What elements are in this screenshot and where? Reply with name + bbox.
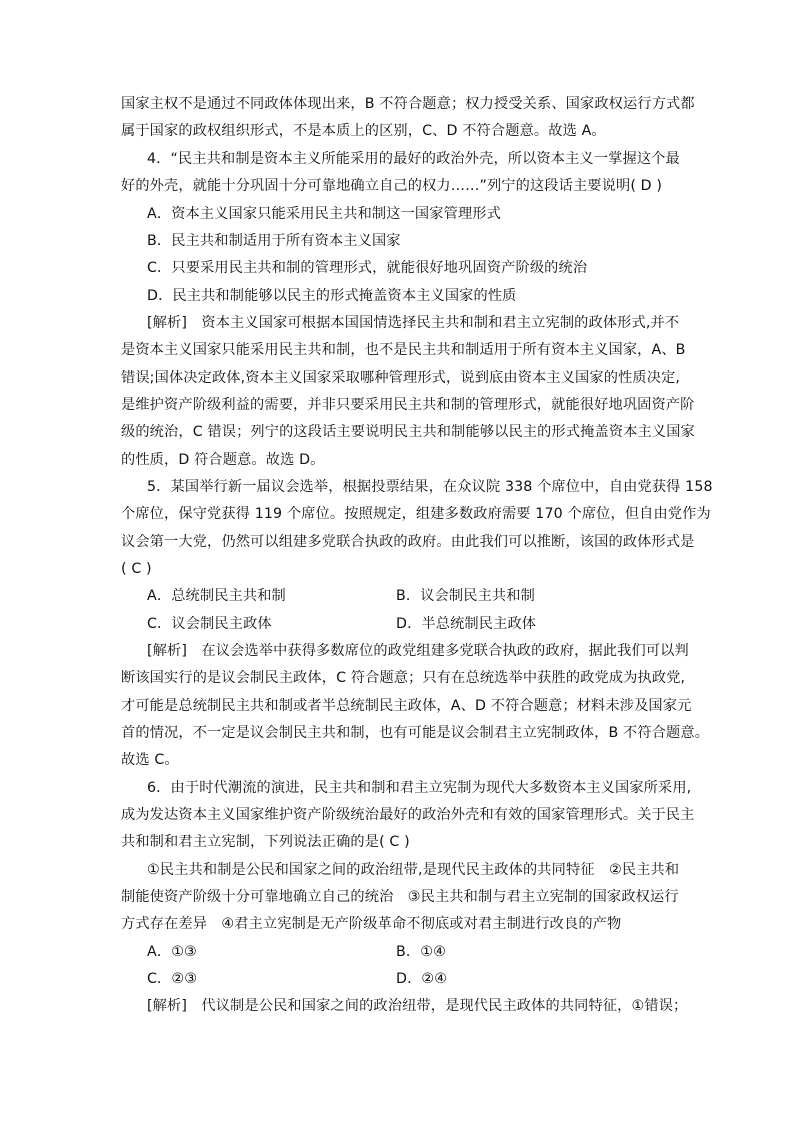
question-4-stem: 4．“民主共和制是资本主义所能采用的最好的政治外壳，所以资本主义一掌握这个最: [147, 151, 680, 167]
question-5-stem: 5．某国举行新一届议会选举，根据投票结果，在众议院 338 个席位中，自由党获得 158: [147, 479, 713, 495]
option-a: A．资本主义国家只能采用民主共和制这一国家管理形式: [147, 206, 501, 222]
question-5-answer: ( C ): [121, 561, 152, 577]
option-b: B．①④: [396, 944, 446, 960]
option-a: A．总统制民主共和制: [147, 588, 286, 604]
option-c: C．②③: [147, 971, 198, 987]
text-line: 属于国家的政权组织形式，不是本质上的区别，C、D 不符合题意。故选 A。: [121, 123, 606, 139]
analysis-4: 是资本主义国家只能采用民主共和制，也不是民主共和制适用于所有资本主义国家，A、B: [121, 342, 686, 358]
question-5-stem: 议会第一大党，仍然可以组建多党联合执政的政府。由此我们可以推断，该国的政体形式是: [121, 534, 695, 550]
analysis-4: 的性质，D 符合题意。故选 D。: [121, 452, 325, 468]
analysis-6: [解析] 代议制是公民和国家之间的政治纽带，是现代民主政体的共同特征，①错误；: [147, 998, 688, 1014]
question-6-stem: 成为发达资本主义国家维护资产阶级统治最好的政治外壳和有效的国家管理形式。关于民主: [121, 807, 695, 823]
analysis-4: 错误;国体决定政体,资本主义国家采取哪种管理形式，说到底由资本主义国家的性质决定,: [121, 370, 681, 386]
question-4-stem: 好的外壳，就能十分巩固十分可靠地确立自己的权力……”列宁的这段话主要说明( D ): [121, 178, 663, 194]
analysis-5: 首的情况，不一定是议会制民主共和制，也有可能是议会制君主立宪制政体，B 不符合题意。: [121, 725, 710, 741]
analysis-4: [解析] 资本主义国家可根据本国国情选择民主共和制和君主立宪制的政体形式,并不: [147, 315, 680, 331]
analysis-5: [解析] 在议会选举中获得多数席位的政党组建多党联合执政的政府，据此我们可以判: [147, 643, 689, 659]
option-c: C．议会制民主政体: [147, 616, 272, 632]
question-5-stem: 个席位，保守党获得 119 个席位。按照规定，组建多数政府需要 170 个席位，但自由党作为: [121, 506, 711, 522]
question-6-stem: 共和制和君主立宪制，下列说法正确的是( C ): [121, 834, 410, 850]
question-6-stem: 6．由于时代潮流的演进，民主共和制和君主立宪制为现代大多数资本主义国家所采用,: [147, 780, 692, 796]
option-a: A．①③: [147, 944, 197, 960]
analysis-5: 才可能是总统制民主共和制或者半总统制民主政体，A、D 不符合题意；材料未涉及国家元: [121, 698, 692, 714]
analysis-4: 是维护资产阶级利益的需要，并非只要采用民主共和制的管理形式，就能很好地巩固资产阶: [121, 397, 695, 413]
option-d: D．②④: [396, 971, 448, 987]
option-c: C．只要采用民主共和制的管理形式，就能很好地巩固资产阶级的统治: [147, 260, 588, 276]
analysis-5: 断该国实行的是议会制民主政体，C 符合题意；只有在总统选举中获胜的政党成为执政党,: [121, 670, 686, 686]
option-d: D．半总统制民主政体: [396, 616, 537, 632]
analysis-5: 故选 C。: [121, 752, 179, 768]
statement-list: ①民主共和制是公民和国家之间的政治纽带,是现代民主政体的共同特征 ②民主共和: [147, 862, 680, 878]
statement-list: 制能使资产阶级十分可靠地确立自己的统治 ③民主共和制与君主立宪制的国家政权运行: [121, 889, 679, 905]
option-b: B．议会制民主共和制: [396, 588, 535, 604]
analysis-4: 级的统治，C 错误；列宁的这段话主要说明民主共和制能够以民主的形式掩盖资本主义国家: [121, 424, 695, 440]
option-d: D．民主共和制能够以民主的形式掩盖资本主义国家的性质: [147, 288, 517, 304]
option-b: B．民主共和制适用于所有资本主义国家: [147, 233, 401, 249]
text-line: 国家主权不是通过不同政体体现出来，B 不符合题意；权力授受关系、国家政权运行方式都: [121, 96, 695, 112]
statement-list: 方式存在差异 ④君主立宪制是无产阶级革命不彻底或对君主制进行改良的产物: [121, 916, 622, 932]
